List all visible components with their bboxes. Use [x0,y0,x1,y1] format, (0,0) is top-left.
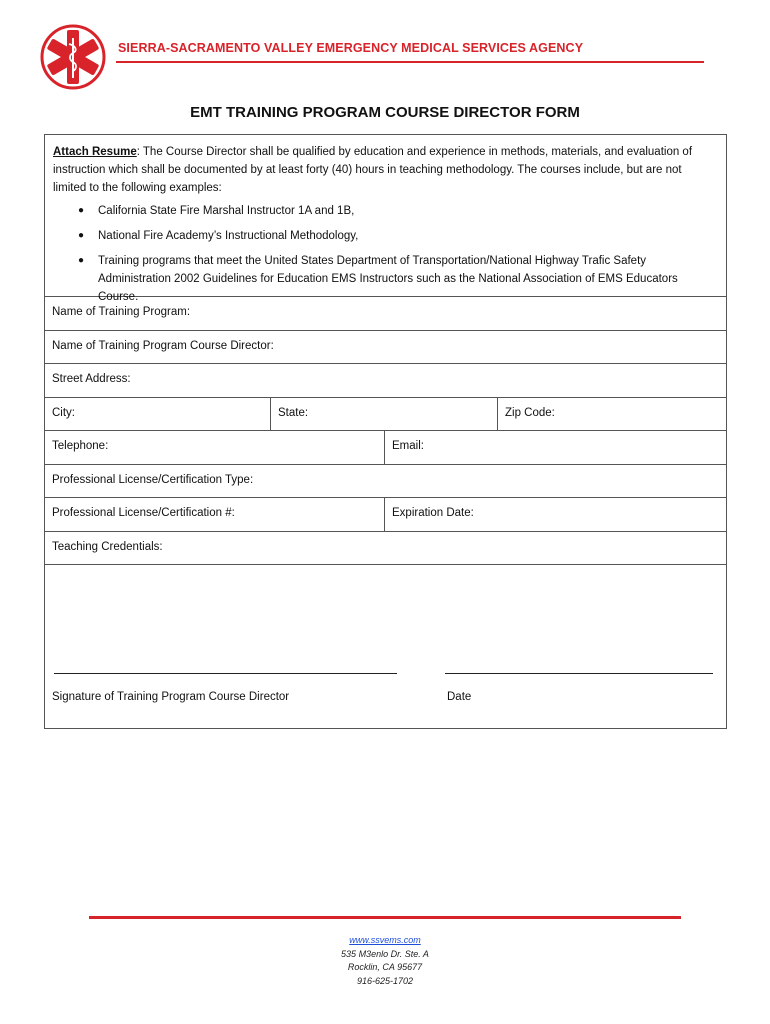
license-type-field[interactable]: Professional License/Certification Type: [52,473,254,486]
website-link[interactable]: www.ssvems.com [349,935,421,945]
telephone-field[interactable]: Telephone: [45,431,385,464]
street-row [45,364,726,398]
bullet-icon: ● [78,255,85,266]
phone-number: 916-625-1702 [356,975,414,986]
bullet-icon: ● [78,205,85,216]
date-label: Date [447,691,472,703]
list-item-text: National Fire Academy’s Instructional Methodology, [98,230,359,242]
footer-divider [89,916,681,919]
license-number-field[interactable]: Professional License/Certification #: [45,498,385,531]
city-field[interactable]: City: [45,398,271,431]
examples-list [53,202,718,306]
license-number-row [45,498,726,532]
signature-label: Signature of Training Program Course Director [52,691,290,703]
signature-section [45,565,726,728]
contact-row [45,431,726,465]
instructions-text: : The Course Director shall be qualified by education and experience in methods, materials, and evaluation of instruction which shall be documented by at least forty (40) hours in teaching methodology. The courses include, but are not limited to the following examples: [53,146,693,194]
list-item [53,227,718,245]
teaching-credentials-row [45,532,726,566]
footer [0,934,770,988]
page-title: EMT TRAINING PROGRAM COURSE DIRECTOR FORM [190,104,580,121]
teaching-credentials-field[interactable]: Teaching Credentials: [52,540,163,553]
city-state-zip-row [45,398,726,432]
list-item [53,252,718,306]
list-item-text: Training programs that meet the United States Department of Transportation/National Highway Trafic Safety Administration 2002 Guidelines for Education EMS Instructors such as the National Association of EMS Educators Course. [98,255,678,303]
address-line1: 535 M3enlo Dr. Ste. A [341,948,429,959]
agency-name: SIERRA-SACRAMENTO VALLEY EMERGENCY MEDICAL SERVICES AGENCY [118,41,584,55]
course-director-row [45,331,726,365]
list-item [53,202,718,220]
header-divider [116,61,704,63]
date-line[interactable] [445,673,713,674]
state-field[interactable]: State: [271,398,498,431]
program-name-field[interactable]: Name of Training Program: [52,306,191,318]
signature-line[interactable] [54,673,397,674]
instructions-section [45,135,726,303]
expiration-date-field[interactable]: Expiration Date: [392,507,474,519]
email-field[interactable]: Email: [392,440,424,452]
zip-code-field[interactable]: Zip Code: [505,406,555,419]
license-type-row [45,465,726,499]
course-director-field[interactable]: Name of Training Program Course Director: [52,339,274,352]
address-line2: Rocklin, CA 95677 [347,962,423,972]
attach-resume-lead: Attach Resume [53,146,137,158]
course-director-form [44,134,727,729]
bullet-icon: ● [78,230,85,241]
star-of-life-logo-icon [40,24,106,90]
list-item-text: California State Fire Marshal Instructor 1A and 1B, [98,205,355,217]
street-address-field[interactable]: Street Address: [52,373,131,385]
